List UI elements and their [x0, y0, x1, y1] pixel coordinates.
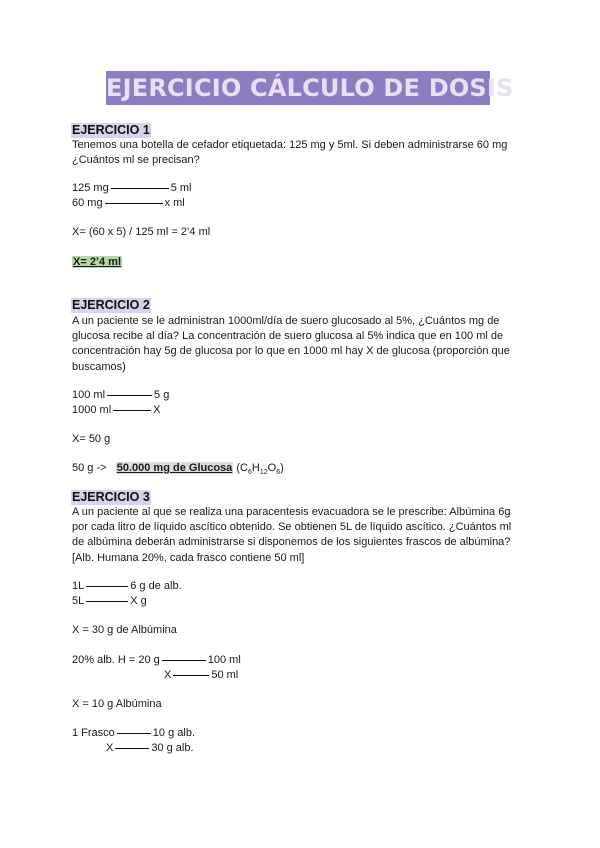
formula-h-sub: 12 — [259, 469, 268, 477]
ex1-r1-left: 125 mg — [72, 182, 109, 194]
proportion-line — [162, 660, 206, 661]
ex3-r4-right: 50 ml — [211, 669, 239, 681]
formula-close: ) — [280, 462, 284, 474]
formula-h: H — [251, 462, 260, 474]
ex2-r1-right: 5 g — [154, 389, 170, 401]
ex2-r1-left: 100 ml — [72, 389, 106, 401]
ex3-proportion-row-1 — [72, 579, 182, 594]
proportion-line — [115, 748, 149, 749]
ex2-proportion-row-2 — [72, 403, 160, 418]
ex3-r6-right: 30 g alb. — [151, 742, 194, 754]
ex3-x-result-1: X = 30 g de Albúmina — [72, 624, 177, 636]
ex2-heading: EJERCICIO 2 — [72, 298, 150, 312]
formula-o-sub: 6 — [276, 469, 281, 477]
ex2-r2-left: 1000 ml — [72, 404, 112, 416]
proportion-line — [173, 675, 209, 676]
ex1-heading: EJERCICIO 1 — [72, 123, 150, 137]
ex1-proportion-row-2 — [72, 196, 185, 211]
ex1-r2-right: x ml — [164, 197, 185, 209]
ex3-statement: A un paciente al que se realiza una paracentesis evacuadora se le prescribe: Albúmina 6g por cada litro de líquido ascítico obtenido. Se obtienen 5L de líquido ascítico. ¿Cuántos ml de albúmina deberán administrarse si disponemos de los siguientes frascos de albúmina? [Alb. Humana 20%, cada frasco contiene 50 ml] — [72, 506, 512, 564]
proportion-line — [117, 733, 151, 734]
ex3-r4-left: X — [164, 669, 172, 681]
ex3-r3-right: 100 ml — [207, 654, 241, 666]
ex3-proportion-row-2 — [72, 594, 147, 609]
ex3-r6-left: X — [106, 742, 114, 754]
ex1-r2-left: 60 mg — [72, 197, 103, 209]
page-title: EJERCICIO CÁLCULO DE DOSIS — [106, 71, 490, 105]
proportion-line — [86, 601, 128, 602]
ex1-calculation: X= (60 x 5) / 125 ml = 2’4 ml — [72, 226, 211, 238]
ex3-r2-left: 5L — [72, 595, 85, 607]
ex2-conversion — [72, 461, 284, 480]
ex2-x-result: X= 50 g — [72, 433, 111, 445]
ex2-statement: A un paciente se le administran 1000ml/día de suero glucosado al 5%, ¿Cuántos mg de glucosa recibe al día? La concentración de suero glucosa al 5% indica que en 100 ml de concentración hay 5g de glucosa por lo que en 1000 ml hay X de glucosa (proporción que buscamos) — [72, 315, 510, 373]
formula-c: (C — [236, 462, 248, 474]
ex2-conv-result: 50.000 mg de Glucosa — [116, 462, 233, 474]
glucose-formula — [236, 462, 284, 477]
ex3-r3-left: 20% alb. H = 20 g — [72, 654, 160, 666]
proportion-line — [105, 203, 163, 204]
ex1-statement: Tenemos una botella de cefador etiquetada: 125 mg y 5ml. Si deben administrarse 60 mg ¿Cuántos ml se precisan? — [72, 139, 508, 167]
ex3-r5-left: 1 Frasco — [72, 727, 115, 739]
formula-c-sub: 6 — [247, 469, 252, 477]
ex3-heading: EJERCICIO 3 — [72, 490, 150, 504]
ex3-x-result-2: X = 10 g Albúmina — [72, 698, 162, 710]
ex3-r1-right: 6 g de alb. — [130, 580, 182, 592]
ex3-proportion-row-4 — [164, 668, 238, 683]
ex1-r1-right: 5 ml — [170, 182, 192, 194]
proportion-line — [107, 395, 152, 396]
ex1-result-highlight: X= 2’4 ml — [73, 256, 122, 268]
ex3-r5-right: 10 g alb. — [152, 727, 195, 739]
ex2-conv-prefix: 50 g -> — [72, 462, 107, 474]
proportion-line — [86, 586, 128, 587]
ex1-result — [72, 255, 122, 270]
ex3-proportion-row-5 — [72, 726, 195, 741]
proportion-line — [113, 410, 151, 411]
formula-o: O — [267, 462, 277, 474]
ex2-proportion-row-1 — [72, 388, 169, 403]
ex3-r2-right: X g — [130, 595, 147, 607]
ex3-r1-left: 1L — [72, 580, 85, 592]
ex2-r2-right: X — [153, 404, 161, 416]
ex1-proportion-row-1 — [72, 181, 191, 196]
ex3-proportion-row-6 — [106, 741, 194, 756]
ex3-proportion-row-3 — [72, 653, 241, 668]
proportion-line — [111, 188, 169, 189]
